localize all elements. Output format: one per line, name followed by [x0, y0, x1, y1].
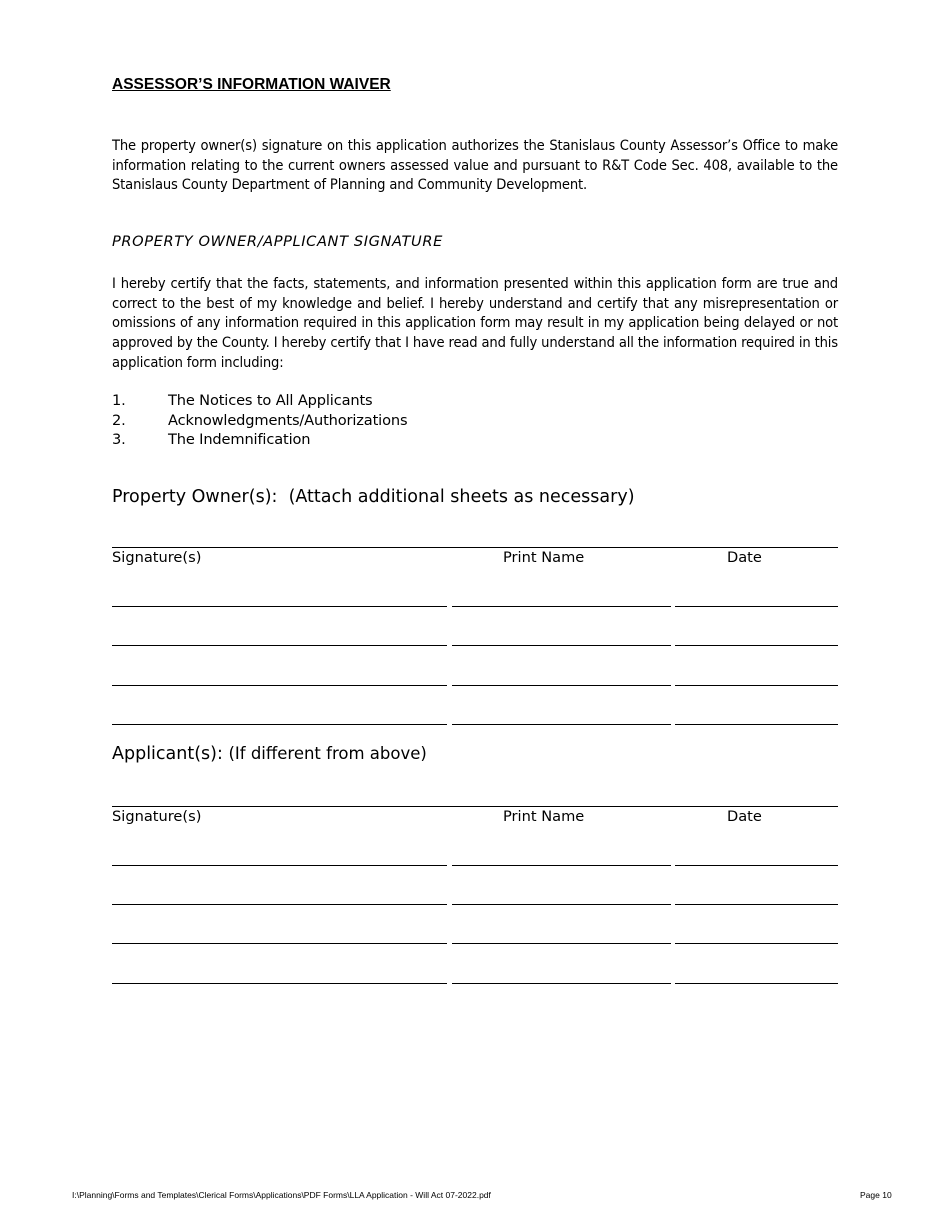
applicant-date-line[interactable]	[675, 904, 838, 905]
list-item-number: 2.	[112, 411, 126, 429]
owners-subtitle-text: (Attach additional sheets as necessary)	[288, 487, 635, 507]
applicant-print-name-line[interactable]	[452, 943, 671, 944]
owner-date-line[interactable]	[675, 645, 838, 646]
list-item-text: The Indemnification	[168, 431, 311, 449]
owner-print-name-line[interactable]	[452, 724, 671, 725]
applicants-subtitle-text: (If different from above)	[228, 744, 427, 763]
owners-col-date: Date	[727, 549, 762, 566]
list-item-number: 3.	[112, 431, 126, 449]
owner-signature-line[interactable]	[112, 724, 447, 725]
footer-page-number: Page 10	[860, 1190, 892, 1200]
owner-print-name-line[interactable]	[452, 645, 671, 646]
owner-signature-line[interactable]	[112, 685, 447, 686]
list-item-number: 1.	[112, 392, 126, 409]
owner-print-name-line[interactable]	[452, 685, 671, 686]
applicant-print-name-line[interactable]	[452, 983, 671, 984]
applicant-signature-line[interactable]	[112, 943, 447, 944]
applicant-signature-line[interactable]	[112, 865, 447, 866]
owner-signature-line[interactable]	[112, 645, 447, 646]
applicants-col-signature: Signature(s)	[112, 808, 202, 825]
owners-header-rule	[112, 547, 838, 548]
owners-col-print-name: Print Name	[503, 549, 585, 566]
signature-heading: PROPERTY OWNER/APPLICANT SIGNATURE	[112, 233, 443, 250]
applicants-section-title	[112, 744, 427, 764]
applicants-title-text: Applicant(s):	[112, 744, 223, 764]
applicant-print-name-line[interactable]	[452, 904, 671, 905]
footer-file-path: I:\Planning\Forms and Templates\Clerical Forms\Applications\PDF Forms\LLA Application - Will Act 07-2022.pdf	[72, 1190, 491, 1200]
certification-paragraph: I hereby certify that the facts, statements, and information presented within this application form are true and correct to the best of my knowledge and belief. I hereby understand and certify that any misrepresentation or omissions of any information required in this application form may result in my application being delayed or not approved by the County. I hereby certify that I have read and fully understand all the information required in this application form including:	[112, 275, 838, 371]
owner-signature-line[interactable]	[112, 606, 447, 607]
waiver-paragraph: The property owner(s) signature on this application authorizes the Stanislaus County Assessor’s Office to make information relating to the current owners assessed value and pursuant to R&T Code Sec. 408, available to the Stanislaus County Department of Planning and Community Development.	[112, 137, 838, 194]
owners-title-text: Property Owner(s):	[112, 487, 278, 507]
owner-date-line[interactable]	[675, 606, 838, 607]
owners-section-title	[112, 487, 635, 507]
applicants-col-print-name: Print Name	[503, 808, 585, 825]
applicant-date-line[interactable]	[675, 865, 838, 866]
list-item-text: The Notices to All Applicants	[168, 392, 373, 409]
applicant-signature-line[interactable]	[112, 904, 447, 905]
page-heading: ASSESSOR’S INFORMATION WAIVER	[112, 76, 391, 93]
applicant-print-name-line[interactable]	[452, 865, 671, 866]
applicant-date-line[interactable]	[675, 943, 838, 944]
owner-date-line[interactable]	[675, 685, 838, 686]
applicant-signature-line[interactable]	[112, 983, 447, 984]
applicants-header-rule	[112, 806, 838, 807]
owner-date-line[interactable]	[675, 724, 838, 725]
applicant-date-line[interactable]	[675, 983, 838, 984]
applicants-col-date: Date	[727, 808, 762, 825]
owner-print-name-line[interactable]	[452, 606, 671, 607]
owners-col-signature: Signature(s)	[112, 549, 202, 566]
list-item-text: Acknowledgments/Authorizations	[168, 411, 408, 429]
